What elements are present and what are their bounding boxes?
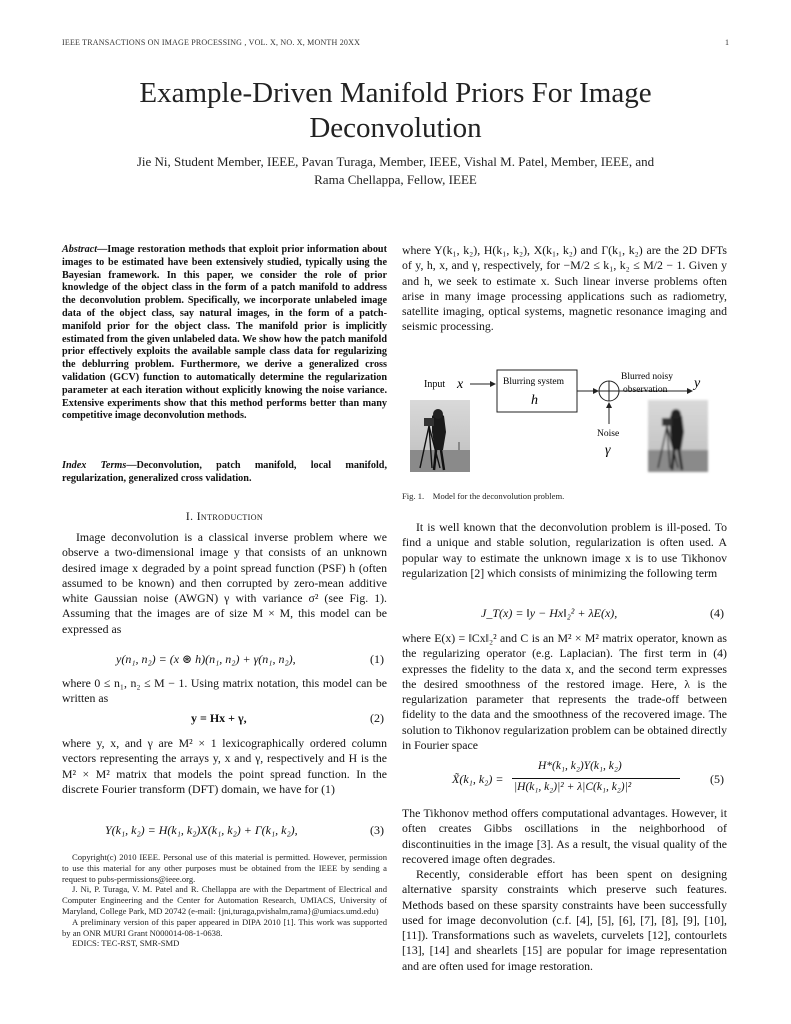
fraction-bar: [512, 778, 680, 779]
equation-5-denominator: |H(k₁, k₂)|² + λ|C(k₁, k₂)|²: [514, 781, 632, 793]
output-image: [648, 400, 708, 472]
equation-3-number: (3): [370, 823, 384, 837]
index-terms-label: Index Terms: [62, 460, 127, 471]
footnote-edics: EDICS: TEC-RST, SMR-SMD: [72, 938, 180, 949]
abstract-label: Abstract: [62, 244, 98, 255]
footnote-copyright: Copyright(c) 2010 IEEE. Personal use of this material is permitted. However, permission to use this material for any other purposes must be obtained from the IEEE by sending a request to pubs-permissions@ieee.org.: [62, 852, 387, 884]
section-heading-introduction: [62, 511, 387, 523]
system-label: Blurring system: [503, 377, 564, 387]
right-paragraph-2: It is well known that the deconvolution problem is ill-posed. To find a unique and stable solution, regularization is often used. A popular way to estimate the unknown image x is to use Tikhonov regularization [2] which consists of minimizing the following term: [402, 520, 727, 580]
right-paragraph-3: where E(x) = ‖Cx‖₂² and C is an M² × M² matrix operator, known as the regularizing operator (e.g. Laplacian). The first term in (4) expresses the fidelity to the data x, and the second term expresses the desired smoothness of the restored image. Here, λ is the regularization parameter that represents the trade-off between fidelity to the data and the smoothness of the recovered image. The solution to Tikhonov regularization problem can be obtained directly in Fourier space: [402, 631, 728, 753]
right-paragraph-5: Recently, considerable effort has been spent on designing alternative sparsity constraints which preserve such features. Methods based on these sparsity constraints have been successfully used for image deconvolution (c.f. [4], [5], [6], [7], [8], [9], [10], [11]). Transformations such as wavelets, curvelets [12], contourlets [13], [14] and shearlets [15] are popular for image representation and are often used for image restoration.: [402, 867, 727, 973]
equation-1-number: (1): [370, 652, 384, 666]
equation-5-number: (5): [710, 772, 724, 786]
running-header: IEEE TRANSACTIONS ON IMAGE PROCESSING , VOL. X, NO. X, MONTH 20XX: [62, 38, 361, 47]
section-number: I.: [185, 511, 197, 523]
index-terms-text: —Deconvolution, patch manifold, local manifold, regularization, generalized cross validation.: [62, 460, 387, 484]
equation-5-lhs: X̃(k₁, k₂) =: [452, 772, 504, 786]
equation-4: J_T(x) = ‖y − Hx‖₂² + λE(x),: [481, 606, 618, 620]
noise-var: γ: [605, 443, 611, 458]
index-terms: [62, 460, 387, 486]
author-line-1: Jie Ni, Student Member, IEEE, Pavan Turaga, Member, IEEE, Vishal M. Patel, Member, IEEE, and: [136, 154, 655, 169]
author-line-2: Rama Chellappa, Fellow, IEEE: [314, 172, 477, 187]
intro-paragraph-3: where y, x, and γ are M² × 1 lexicographically ordered column vectors representing the arrays y, x and γ, respectively and H is the M² × M² matrix that models the point spread function. In the discrete Fourier transform (DFT) domain, we have for (1): [62, 736, 387, 796]
equation-2-number: (2): [370, 711, 384, 725]
right-paragraph-1: where Y(k₁, k₂), H(k₁, k₂), X(k₁, k₂) and Γ(k₁, k₂) are the 2D DFTs of y, h, x, and γ, respectively, for −M/2 ≤ k₁, k₂ ≤ M/2 − 1. Given y and h, we seek to estimate x. Such linear inverse problems often arise in many image processing applications such as radiometry, satellite imaging, optical systems, magnetic resonance imaging and seismic processing.: [402, 243, 727, 334]
abstract-text: —Image restoration methods that exploit prior information about images to be estimated have been extensively studied, typically using the Bayesian framework. In this paper, we consider the role of prior knowledge of the object class in the form of a patch manifold to address the deconvolution problem. Specifically, we incorporate unlabeled image data of the object class, say natural images, in the form of a patch-manifold prior for the object class. The manifold prior is implicitly estimated from the given unlabeled data. We show how the patch manifold prior effectively exploits the available sample class data for regularizing the deblurring problem. Furthermore, we derive a generalized cross validation (GCV) function to automatically determine the regularization parameter at each iteration without explicitly knowing the noise variance. Extensive experiments show that this method performs better than many competitive image deconvolution methods.: [62, 244, 387, 422]
intro-paragraph-1: Image deconvolution is a classical inverse problem where we observe a two-dimensional image y that consists of an unknown desired image x degraded by a point spread function (PSF) h (often assumed to be known) and then corrupted by zero-mean additive white Gaussian noise (AWGN) γ with variance σ² (see Fig. 1). Assuming that the images are of size M × M, this model can be expressed as: [62, 530, 387, 636]
equation-1: y(n₁, n₂) = (x ⊛ h)(n₁, n₂) + γ(n₁, n₂),: [116, 652, 296, 666]
input-label: Input: [424, 379, 446, 390]
equation-2: y = Hx + γ,: [191, 711, 247, 725]
equation-5: [452, 760, 692, 800]
noise-label: Noise: [597, 429, 620, 439]
output-label-2: observation: [623, 385, 668, 395]
abstract: [62, 244, 387, 423]
figure-1: [402, 364, 727, 486]
intro-paragraph-2: where 0 ≤ n₁, n₂ ≤ M − 1. Using matrix notation, this model can be written as: [62, 676, 387, 706]
system-var: h: [531, 393, 538, 408]
input-var: x: [457, 377, 464, 392]
input-image: [410, 400, 470, 472]
right-paragraph-4: The Tikhonov method offers computational advantages. However, it often creates Gibbs oscillations in the neighborhood of discontinuities in the image [3]. As a result, the visual quality of the recovered image often degrades.: [402, 806, 727, 866]
output-var: y: [694, 376, 701, 391]
page-number: 1: [725, 38, 729, 47]
figure-1-caption: Fig. 1. Model for the deconvolution problem.: [402, 491, 565, 501]
equation-3: Y(k₁, k₂) = H(k₁, k₂)X(k₁, k₂) + Γ(k₁, k₂),: [105, 823, 298, 837]
paper-title: Example-Driven Manifold Priors For Image Deconvolution: [139, 77, 652, 144]
section-title: Introduction: [196, 511, 264, 523]
footnote-affiliation: J. Ni, P. Turaga, V. M. Patel and R. Chellappa are with the Department of Electrical and Computer Engineering and the Center for Automation Research, UMIACS, University of Maryland, College Park, MD 20742 (e-mail: {jni,turaga,pvishalm,rama}@umiacs.umd.edu): [62, 884, 387, 916]
author-block: [60, 153, 731, 189]
equation-5-numerator: H*(k₁, k₂)Y(k₁, k₂): [538, 760, 622, 772]
footnote-preliminary: A preliminary version of this paper appeared in DIPA 2010 [1]. This work was supported by an ONR MURI Grant N000014-08-1-0638.: [62, 916, 387, 938]
output-label-1: Blurred noisy: [621, 372, 673, 382]
deconvolution-model-diagram: [402, 364, 727, 486]
footnotes: [62, 852, 387, 949]
equation-4-number: (4): [710, 606, 724, 620]
